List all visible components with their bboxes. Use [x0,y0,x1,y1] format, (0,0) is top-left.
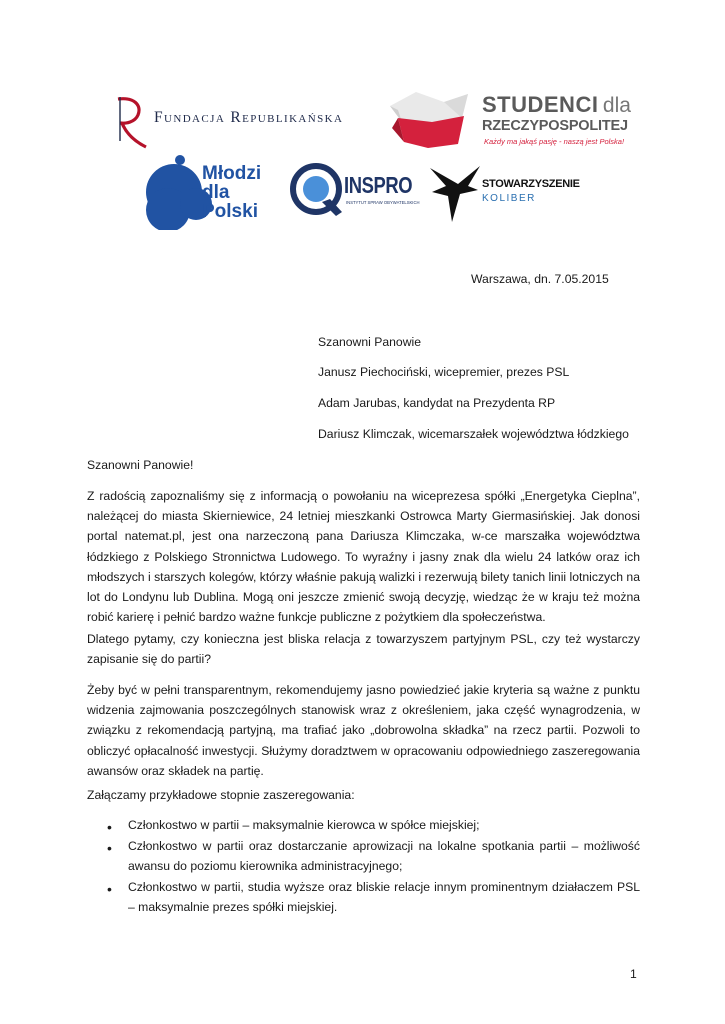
inspro-subtitle: INSTYTUT SPRAW OBYWATELSKICH [346,200,420,205]
body-paragraph: Żeby być w pełni transparentnym, rekomendujemy jasno powiedzieć jakie kryteria są ważne z punktu widzenia zajmowania poszczególnych stanowisk wraz z określeniem, jaka część wynagrodzenia, w związku z rekomendacją partyjną, ma trafiać jako „dobrowolna składka” na rzecz partii. Pozwoli to obliczyć opłacalność inwestycji. Służymy doradztwem w opracowaniu odpowiedniego zaszeregowania awansów oraz składek na partię. [87,683,640,778]
body-paragraph: Dlatego pytamy, czy konieczna jest bliska relacja z towarzyszem partyjnym PSL, czy też wystarczy zapisanie się do partii? [87,632,640,667]
salutation: Szanowni Panowie! [87,458,194,472]
studenci-tagline: Każdy ma jakąś pasję - naszą jest Polska! [484,137,625,146]
body-paragraph: Załączamy przykładowe stopnie zaszeregowania: [87,788,355,802]
logo-fundacja-republikanska [112,95,374,151]
recipient-line: Janusz Piechociński, wicepremier, prezes PSL [318,365,570,379]
bullet-icon: • [107,840,112,856]
logo-stowarzyszenie-koliber [428,156,580,224]
logo-studenci-dla-rzeczypospolitej [388,88,631,152]
recipient-line: Szanowni Panowie [318,335,421,349]
letter-date: Warszawa, dn. 7.05.2015 [471,272,609,286]
inspro-name: INSPRO [344,172,413,198]
studenci-dla-word: dla [602,94,631,117]
polish-flag-origami-icon [388,88,470,150]
mlodzi-text [202,164,261,221]
logo-mlodzi-dla-polski [144,152,274,232]
bullet-item: Członkostwo w partii oraz dostarczanie aprowizacji na lokalne spotkania partii – możliwość awansu do poziomu kierownika administracyjnego; [128,839,640,874]
logo-inspro [288,162,420,220]
koliber-bird-icon [428,156,482,224]
recipient-line: Dariusz Klimczak, wicemarszałek województwa łódzkiego [318,427,629,441]
mlodzi-line-3: Polski [202,201,258,222]
page-number: 1 [630,967,637,981]
bullet-item: Członkostwo w partii – maksymalnie kierowca w spółce miejskiej; [128,818,480,832]
fundacja-name: Fundacja Republikańska [154,109,344,126]
mlodzi-line-1: Młodzi [202,163,262,184]
inspro-q-icon [288,162,346,220]
studenci-rzeczypospolitej: RZECZYPOSPOLITEJ [482,118,628,134]
bullet-icon: • [107,881,112,897]
recipient-line: Adam Jarubas, kandydat na Prezydenta RP [318,396,556,410]
koliber-line-2: KOLIBER [482,193,536,204]
fundacja-r-emblem-icon [112,95,152,151]
koliber-line-1: STOWARZYSZENIE [482,178,580,190]
body-paragraph: Z radością zapoznaliśmy się z informacją o powołaniu na wiceprezesa spółki „Energetyka Cieplna”, należącej do miasta Skierniewice, 24 letniej mieszkanki Ostrowca Marty Giermasińskiej. Jak donosi portal natemat.pl, jest ona narzeczoną pana Dariusza Klimczaka, w-ce marszałka województwa łódzkiego z Polskiego Stronnictwa Ludowego. To wyraźny i jasny znak dla wielu 24 latków oraz ich młodszych i starszych kolegów, którzy właśnie pakują walizki i rezerwują bilety tanich linii lotniczych na lot do Londynu lub Dublina. Mogą oni jeszcze zmienić swoją decyzję, wiedząc że w kraju też można robić karierę i pełnić bardzo ważne funkcje publiczne z pożytkiem dla społeczeństwa. [87,489,640,625]
studenci-word: STUDENCI [482,92,599,117]
bullet-item: Członkostwo w partii, studia wyższe oraz bliskie relacje innym prominentnym działaczem PSL – maksymalnie prezes spółki miejskiej. [128,880,640,915]
studenci-heading [482,92,631,118]
bullet-icon: • [107,819,112,835]
mlodzi-line-2: dla [202,182,230,203]
